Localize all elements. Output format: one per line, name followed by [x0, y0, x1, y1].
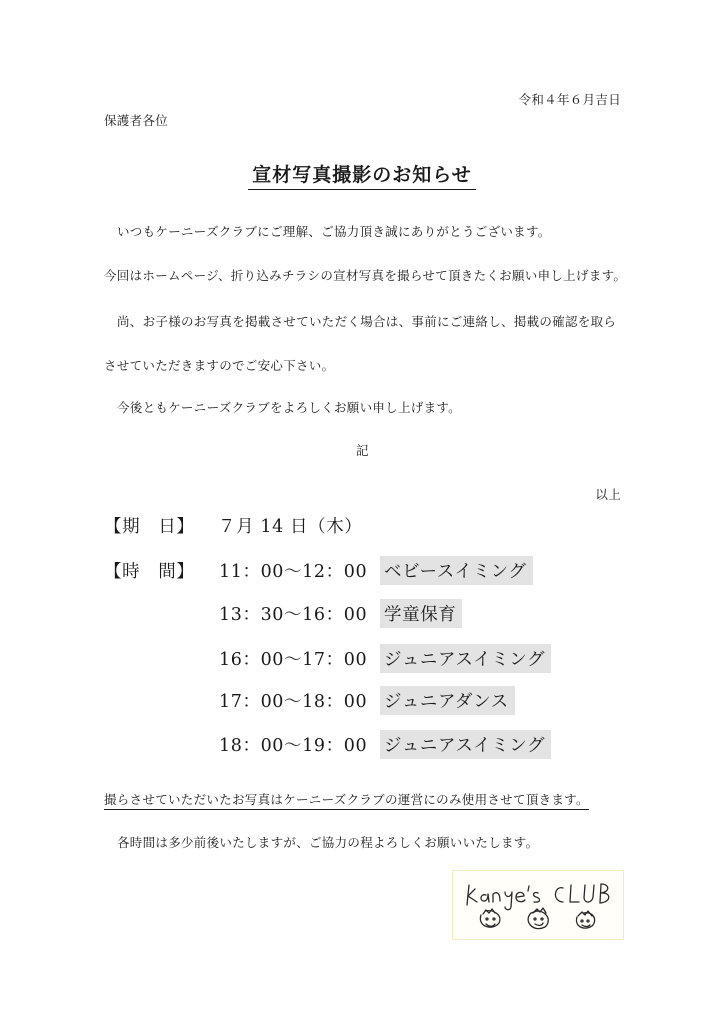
body-paragraph-5: 今後ともケーニーズクラブをよろしくお願い申し上げます。 [117, 400, 461, 415]
activity-3: ジュニアスイミング [380, 644, 551, 673]
ijo-marker: 以上 [595, 487, 621, 502]
date-value: ７月 14 日（木） [218, 517, 363, 537]
activity-1: ベビースイミング [380, 556, 533, 585]
time-slot-2: 13：30～16：00 [219, 605, 368, 625]
time-slot-5: 18：00～19：00 [219, 736, 368, 756]
activity-5: ジュニアスイミング [380, 730, 551, 759]
activity-4: ジュニアダンス [380, 686, 515, 715]
activity-2: 学童保育 [380, 599, 462, 628]
body-paragraph-1: いつもケーニーズクラブにご理解、ご協力頂き誠にありがとうございます。 [117, 224, 551, 239]
recipient: 保護者各位 [104, 113, 169, 128]
document-date: 令和４年６月吉日 [518, 92, 621, 107]
time-label: 【時 間】 [104, 562, 195, 582]
ki-marker: 記 [356, 443, 369, 458]
closing-line: 各時間は多少前後いたしますが、ご協力の程よろしくお願いいたします。 [117, 835, 539, 850]
time-slot-1: 11：00～12：00 [219, 562, 368, 582]
body-paragraph-4: させていただきますのでご安心下さい。 [104, 358, 335, 373]
body-paragraph-2: 今回はホームページ、折り込みチラシの宣材写真を撮らせて頂きたくお願い申し上げます。 [104, 268, 627, 283]
date-label: 【期 日】 [104, 517, 195, 537]
club-logo-art [453, 871, 623, 939]
page-title-text: 宣材写真撮影のお知らせ [248, 164, 475, 190]
time-slot-4: 17：00～18：00 [219, 692, 368, 712]
page-title [0, 160, 724, 187]
usage-note: 撮らさせていただいたお写真はケーニーズクラブの運営にのみ使用させて頂きます。 [104, 790, 589, 810]
time-slot-3: 16：00～17：00 [219, 650, 368, 670]
body-paragraph-3: 尚、お子様のお写真を掲載させていただく場合は、事前にご連絡し、掲載の確認を取ら [117, 314, 617, 329]
club-logo [452, 870, 624, 940]
